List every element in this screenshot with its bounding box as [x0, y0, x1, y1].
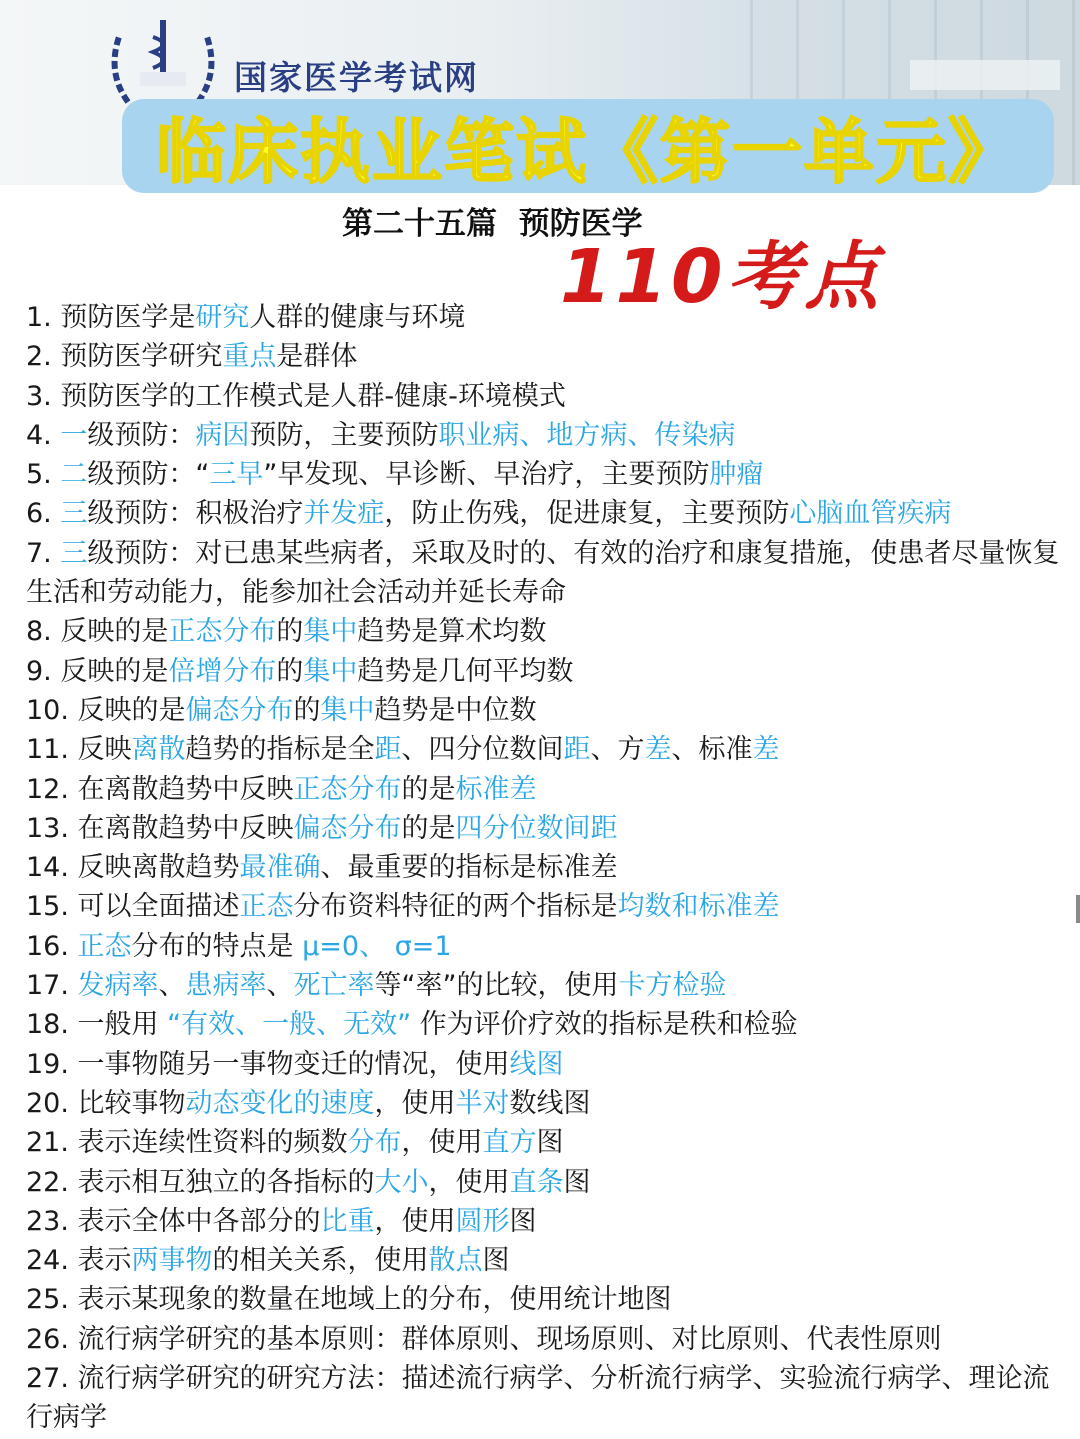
- item-text: 、方: [590, 734, 645, 766]
- highlighted-text: 标准差: [455, 773, 537, 805]
- list-item: [26, 1123, 1072, 1162]
- item-text: 4.: [26, 419, 61, 451]
- edge-mark: [1076, 895, 1080, 923]
- highlighted-text: 三: [60, 498, 88, 530]
- highlighted-text: 倍增分布: [168, 655, 277, 687]
- item-text: 的: [276, 655, 304, 687]
- highlighted-text: 正态分布: [168, 616, 277, 648]
- highlighted-text: 职业病、地方病、传染病: [438, 419, 736, 451]
- item-text: 、最重要的指标是标准差: [320, 852, 618, 884]
- item-text: 9. 反映的是: [26, 655, 169, 687]
- highlighted-text: 两事物: [131, 1245, 213, 1277]
- item-text: 的是: [401, 812, 456, 844]
- list-item: [26, 455, 1072, 494]
- list-item: [26, 1084, 1072, 1123]
- highlighted-text: 集中: [303, 616, 358, 648]
- section-title: 第二十五篇 预防医学: [342, 206, 643, 242]
- list-item: [26, 416, 1072, 455]
- item-text: 11. 反映: [26, 734, 132, 766]
- highlighted-text: μ=0、 σ=1: [302, 930, 452, 962]
- item-text: 3. 预防医学的工作模式是人群-健康-环境模式: [26, 380, 566, 412]
- highlighted-text: 差: [644, 734, 672, 766]
- highlighted-text: 偏态分布: [293, 812, 402, 844]
- item-text: 27. 流行病学研究的研究方法：描述流行病学、分析流行病学、实验流行病学、理论流行病学: [26, 1363, 1050, 1434]
- list-item: [26, 1359, 1072, 1438]
- highlighted-text: “有效、一般、无效”: [167, 1009, 412, 1041]
- highlighted-text: 直条: [509, 1166, 564, 1198]
- list-item: [26, 966, 1072, 1005]
- list-item: [26, 534, 1072, 613]
- item-text: 级预防：对已患某些病者，采取及时的、有效的治疗和康复措施，使患者尽量恢复生活和劳动能力，能参加社会活动并延长寿命: [26, 537, 1060, 609]
- highlighted-text: 集中: [320, 694, 375, 726]
- item-text: 的: [276, 616, 304, 648]
- item-text: 级预防：“: [87, 459, 210, 491]
- highlighted-text: 正态分布: [293, 773, 402, 805]
- highlighted-text: 肿瘤: [709, 459, 764, 491]
- item-text: 21. 表示连续性资料的频数: [26, 1127, 348, 1159]
- item-text: 、: [266, 970, 294, 1002]
- highlighted-text: 比重: [320, 1205, 375, 1237]
- list-item: [26, 887, 1072, 926]
- item-text: 图: [482, 1245, 510, 1277]
- highlighted-text: 圆形: [455, 1205, 510, 1237]
- list-item: [26, 730, 1072, 769]
- item-text: ”早发现、早诊断、早治疗，主要预防: [263, 459, 710, 491]
- item-text: ，防止伤残，促进康复，主要预防: [384, 498, 790, 530]
- highlighted-text: 距: [374, 734, 402, 766]
- item-text: ，使用: [374, 1205, 456, 1237]
- item-text: 的相关关系，使用: [212, 1245, 429, 1277]
- list-item: [26, 1241, 1072, 1280]
- highlighted-text: 距: [563, 734, 591, 766]
- item-text: 趋势的指标是全: [185, 734, 375, 766]
- item-text: 的: [293, 694, 321, 726]
- item-text: 人群的健康与环境: [249, 302, 466, 333]
- item-text: 作为评价疗效的指标是秩和检验: [411, 1009, 798, 1041]
- item-text: 12. 在离散趋势中反映: [26, 773, 294, 805]
- list-item: [26, 848, 1072, 887]
- item-text: 26. 流行病学研究的基本原则：群体原则、现场原则、对比原则、代表性原则: [26, 1323, 942, 1355]
- highlighted-text: 重点: [222, 341, 277, 373]
- highlighted-text: 一: [60, 419, 88, 451]
- list-item: [26, 770, 1072, 809]
- item-text: 趋势是几何平均数: [357, 655, 574, 687]
- item-text: 的是: [401, 773, 456, 805]
- building-sign: [910, 60, 1060, 90]
- list-item: [26, 691, 1072, 730]
- title-banner: [122, 99, 1054, 193]
- highlighted-text: 发病率: [77, 970, 159, 1002]
- highlighted-text: 集中: [303, 655, 358, 687]
- highlighted-text: 三早: [209, 459, 264, 491]
- list-item: [26, 494, 1072, 533]
- highlighted-text: 死亡率: [293, 970, 375, 1002]
- list-item: [26, 337, 1072, 376]
- item-text: 15. 可以全面描述: [26, 891, 240, 923]
- item-text: 25. 表示某现象的数量在地域上的分布，使用统计地图: [26, 1284, 672, 1316]
- list-item: [26, 1163, 1072, 1202]
- item-text: 趋势是中位数: [374, 694, 537, 726]
- item-text: 图: [563, 1166, 591, 1198]
- highlighted-text: 三: [60, 537, 88, 569]
- item-text: 22. 表示相互独立的各指标的: [26, 1166, 375, 1198]
- list-item: [26, 377, 1072, 416]
- item-text: 17.: [26, 970, 78, 1002]
- item-text: 预防，主要预防: [249, 419, 439, 451]
- banner-title: 临床执业笔试《第一单元》: [156, 110, 1020, 193]
- item-text: 是群体: [276, 341, 358, 373]
- list-item: [26, 927, 1072, 966]
- highlighted-text: 线图: [509, 1048, 564, 1080]
- list-item: [26, 652, 1072, 691]
- item-text: 18. 一般用: [26, 1009, 168, 1041]
- highlighted-text: 分布: [347, 1127, 402, 1159]
- highlighted-text: 动态变化的速度: [185, 1087, 375, 1119]
- highlighted-text: 研究: [195, 302, 250, 333]
- highlighted-text: 散点: [428, 1245, 483, 1277]
- highlighted-text: 正态: [77, 930, 132, 962]
- list-item: [26, 809, 1072, 848]
- item-text: 、: [158, 970, 186, 1002]
- list-item: [26, 1202, 1072, 1241]
- list-item: [26, 1045, 1072, 1084]
- item-text: 级预防：: [87, 419, 196, 451]
- list-item: [26, 1280, 1072, 1319]
- item-text: 8. 反映的是: [26, 616, 169, 648]
- item-text: 、四分位数间: [401, 734, 564, 766]
- item-text: 数线图: [509, 1087, 591, 1119]
- list-item: [26, 1005, 1072, 1044]
- item-text: 、标准: [671, 734, 753, 766]
- list-item: [26, 1320, 1072, 1359]
- item-text: 7.: [26, 537, 61, 569]
- item-text: 趋势是算术均数: [357, 616, 547, 648]
- highlighted-text: 患病率: [185, 970, 267, 1002]
- highlighted-text: 最准确: [239, 852, 321, 884]
- item-text: 图: [536, 1127, 564, 1159]
- item-text: ，使用: [428, 1166, 510, 1198]
- list-item: [26, 612, 1072, 651]
- highlighted-text: 并发症: [303, 498, 385, 530]
- list-item: [26, 298, 1072, 337]
- item-text: 16.: [26, 930, 78, 962]
- highlighted-text: 二: [60, 459, 88, 491]
- item-text: 等“率”的比较，使用: [374, 970, 619, 1002]
- item-text: 1. 预防医学是: [26, 302, 196, 333]
- highlighted-text: 卡方检验: [618, 970, 727, 1002]
- highlighted-text: 偏态分布: [185, 694, 294, 726]
- item-text: 13. 在离散趋势中反映: [26, 812, 294, 844]
- item-text: 10. 反映的是: [26, 694, 186, 726]
- item-text: 5.: [26, 459, 61, 491]
- item-text: 24. 表示: [26, 1245, 132, 1277]
- item-text: 分布资料特征的两个指标是: [293, 891, 618, 923]
- item-text: 23. 表示全体中各部分的: [26, 1205, 321, 1237]
- highlighted-text: 差: [752, 734, 780, 766]
- item-text: 19. 一事物随另一事物变迁的情况，使用: [26, 1048, 510, 1080]
- highlighted-text: 四分位数间距: [455, 812, 618, 844]
- highlighted-text: 心脑血管疾病: [789, 498, 952, 530]
- item-text: ，使用: [374, 1087, 456, 1119]
- item-text: 6.: [26, 498, 61, 530]
- site-name: 国家医学考试网: [234, 58, 479, 97]
- item-text: 14. 反映离散趋势: [26, 852, 240, 884]
- item-text: 2. 预防医学研究: [26, 341, 223, 373]
- item-text: 分布的特点是: [131, 930, 303, 962]
- highlighted-text: 均数和标准差: [617, 891, 780, 923]
- highlighted-text: 大小: [374, 1166, 429, 1198]
- item-text: 级预防：积极治疗: [87, 498, 304, 530]
- key-points-list: [26, 298, 1072, 1438]
- highlighted-text: 直方: [482, 1127, 537, 1159]
- item-text: ，使用: [401, 1127, 483, 1159]
- highlighted-text: 正态: [239, 891, 294, 923]
- item-text: 20. 比较事物: [26, 1087, 186, 1119]
- highlighted-text: 半对: [455, 1087, 510, 1119]
- highlighted-text: 病因: [195, 419, 250, 451]
- handwritten-note: 110考点: [560, 234, 883, 320]
- item-text: 图: [509, 1205, 537, 1237]
- highlighted-text: 离散: [131, 734, 186, 766]
